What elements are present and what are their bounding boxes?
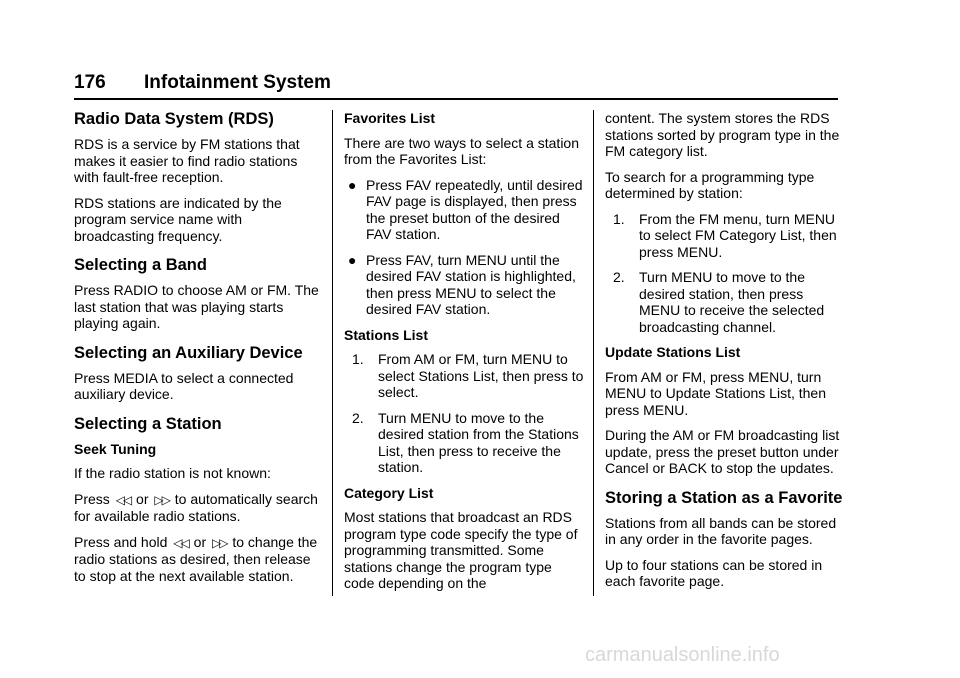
paragraph: [74, 491, 324, 525]
text: Press: [74, 490, 110, 507]
heading-aux: Selecting an Auxiliary Device: [74, 343, 303, 362]
list-item-text: Turn MENU to move to the desired station from the Stations List, then press to receive the station.: [378, 409, 579, 475]
paragraph: Up to four stations can be stored in each favorite page.: [605, 556, 823, 589]
subheading-stations: Stations List: [344, 326, 429, 343]
paragraph: If the radio station is not known:: [74, 465, 271, 481]
text: to automatically search for available radio stations.: [74, 490, 318, 524]
list-number: 2.: [613, 269, 625, 285]
heading-station: Selecting a Station: [74, 414, 222, 433]
heading-rds: Radio Data System (RDS): [74, 110, 274, 128]
subheading-favorites: Favorites List: [344, 110, 436, 126]
list-item-text: Turn MENU to move to the desired station, then press MENU to receive the selected broadcasting channel.: [639, 269, 825, 335]
subheading-update: Update Stations List: [605, 344, 741, 360]
list-item: [344, 177, 584, 243]
list-item-text: From the FM menu, turn MENU to select FM Category List, then press MENU.: [639, 210, 837, 260]
list-number: 1.: [352, 351, 364, 367]
list-item-text: Press FAV, turn MENU until the desired FAV station is highlighted, then press MENU to select the desired FAV station.: [366, 251, 576, 317]
seek-back-icon: ◁◁: [173, 535, 188, 550]
page-number: 176: [74, 72, 106, 93]
column-3: [605, 110, 845, 599]
column-divider: [593, 110, 594, 596]
list-item: [605, 211, 845, 261]
seek-forward-icon: ▷▷: [212, 535, 227, 550]
page-header: [74, 68, 838, 100]
paragraph: RDS is a service by FM stations that makes it easier to find radio stations with fault-free reception.: [74, 136, 300, 185]
column-divider: [332, 110, 333, 596]
list-number: 2.: [352, 409, 364, 426]
text: Press and hold: [74, 533, 168, 550]
text: or: [193, 533, 207, 550]
paragraph: There are two ways to select a station from the Favorites List:: [344, 134, 579, 167]
bullet-icon: ●: [348, 176, 357, 193]
list-item: [344, 410, 584, 476]
section-title: Infotainment System: [144, 72, 331, 93]
paragraph: [74, 534, 324, 585]
paragraph: During the AM or FM broadcasting list update, press the preset button under Cancel or BACK to stop the updates.: [605, 427, 840, 476]
paragraph: RDS stations are indicated by the program service name with broadcasting frequency.: [74, 194, 282, 244]
heading-band: Selecting a Band: [74, 256, 207, 274]
paragraph: Press MEDIA to select a connected auxiliary device.: [74, 369, 294, 402]
column-1: [74, 110, 324, 593]
paragraph: Most stations that broadcast an RDS program type code specify the type of programming transmitted. Some stations change the program type code depending on the: [344, 509, 578, 591]
list-item: [344, 252, 584, 318]
paragraph: Stations from all bands can be stored in any order in the favorite pages.: [605, 514, 837, 547]
paragraph: content. The system stores the RDS stations sorted by program type in the FM category list.: [605, 110, 840, 159]
subheading-seek: Seek Tuning: [74, 440, 157, 457]
seek-back-icon: ◁◁: [115, 492, 131, 507]
list-number: 1.: [613, 210, 625, 227]
column-2: [344, 110, 584, 601]
list-item: [344, 351, 584, 401]
bullet-icon: ●: [348, 251, 357, 268]
watermark: carmanualsonline.info: [585, 644, 780, 666]
text: or: [136, 490, 149, 507]
list-item-text: Press FAV repeatedly, until desired FAV page is displayed, then press the preset button of the desired FAV station.: [366, 176, 583, 242]
heading-storing: Storing a Station as a Favorite: [605, 488, 843, 507]
paragraph: To search for a programming type determined by station:: [605, 168, 815, 201]
paragraph: Press RADIO to choose AM or FM. The last station that was playing starts playing again.: [74, 282, 319, 331]
subheading-category: Category List: [344, 484, 434, 501]
text: to change the radio stations as desired, then release to stop at the next available station.: [74, 533, 318, 584]
list-item-text: From AM or FM, turn MENU to select Stations List, then press to select.: [378, 351, 584, 400]
paragraph: From AM or FM, press MENU, turn MENU to Update Stations List, then press MENU.: [605, 368, 826, 418]
seek-forward-icon: ▷▷: [154, 492, 169, 507]
list-item: [605, 269, 845, 335]
